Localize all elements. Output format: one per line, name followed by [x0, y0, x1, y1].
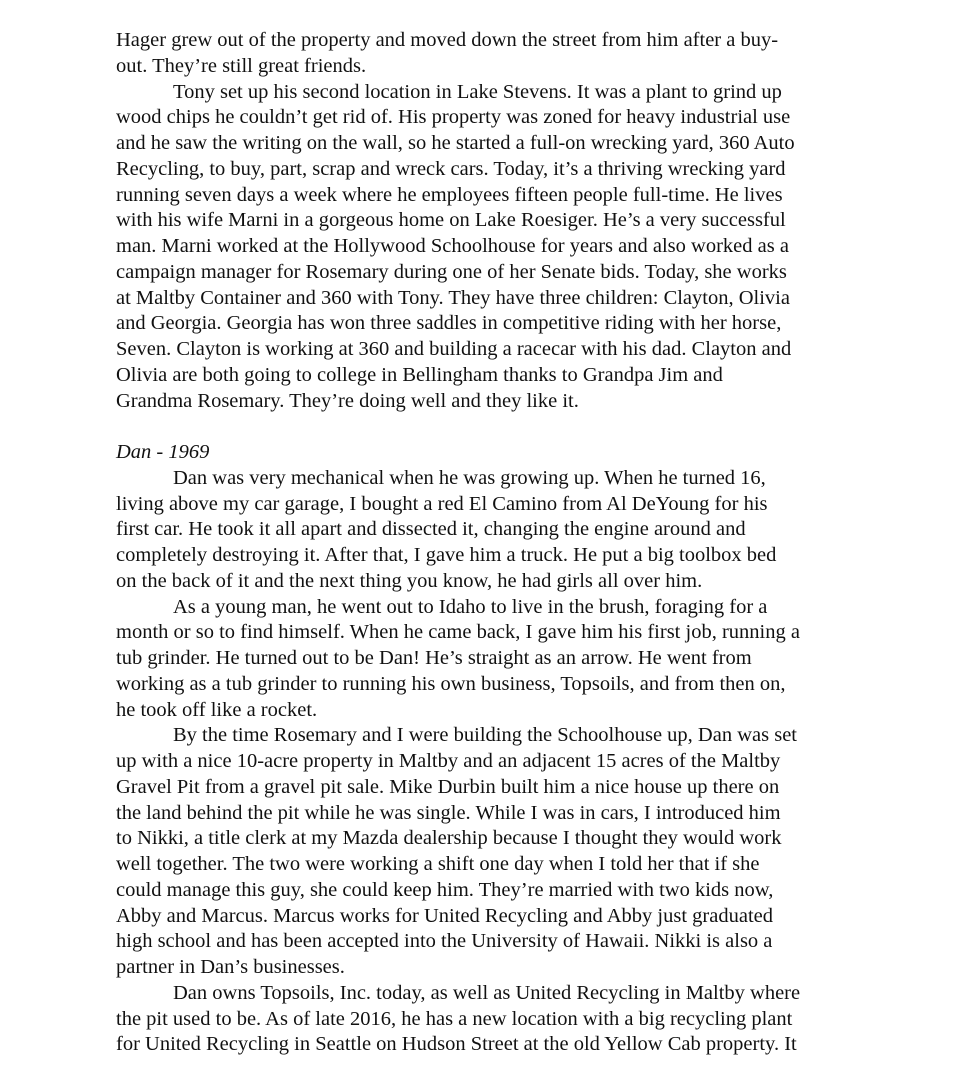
text-line: well together. The two were working a shift one day when I told her that if she — [116, 853, 760, 875]
section-heading: Dan - 1969 — [116, 441, 210, 463]
text-line: Recycling, to buy, part, scrap and wreck cars. Today, it’s a thriving wrecking yard — [116, 157, 786, 180]
text-line: the pit used to be. As of late 2016, he has a new location with a big recycling plant — [116, 1007, 793, 1030]
paragraph-first-line: Dan was very mechanical when he was growing up. When he turned 16, — [173, 466, 766, 489]
text-line: could manage this guy, she could keep him. They’re married with two kids now, — [116, 878, 774, 901]
paragraph-first-line: As a young man, he went out to Idaho to live in the brush, foraging for a — [173, 595, 768, 618]
text-line: with his wife Marni in a gorgeous home on Lake Roesiger. He’s a very successful — [116, 209, 786, 232]
paragraph-first-line: Dan owns Topsoils, Inc. today, as well as United Recycling in Maltby where — [173, 981, 801, 1004]
text-line: campaign manager for Rosemary during one of her Senate bids. Today, she works — [116, 260, 787, 283]
text-line: wood chips he couldn’t get rid of. His property was zoned for heavy industrial use — [116, 106, 791, 129]
text-line: living above my car garage, I bought a red El Camino from Al DeYoung for his — [116, 492, 768, 515]
text-line: up with a nice 10-acre property in Maltby and an adjacent 15 acres of the Maltby — [116, 750, 781, 772]
text-line: tub grinder. He turned out to be Dan! He’s straight as an arrow. He went from — [116, 647, 752, 669]
text-line: running seven days a week where he employees fifteen people full-time. He lives — [116, 183, 783, 206]
text-line: completely destroying it. After that, I gave him a truck. He put a big toolbox bed — [116, 544, 777, 566]
document-page — [116, 28, 896, 1058]
text-line: Seven. Clayton is working at 360 and building a racecar with his dad. Clayton and — [116, 338, 792, 360]
text-line: and he saw the writing on the wall, so he started a full-on wrecking yard, 360 Auto — [116, 132, 795, 154]
text-line: he took off like a rocket. — [116, 698, 318, 721]
text-line: on the back of it and the next thing you know, he had girls all over him. — [116, 569, 703, 592]
text-line: out. They’re still great friends. — [116, 54, 367, 77]
blank-line — [116, 414, 896, 440]
text-line: to Nikki, a title clerk at my Mazda dealership because I thought they would work — [116, 827, 782, 850]
text-line: Hager grew out of the property and moved down the street from him after a buy- — [116, 29, 779, 51]
text-line: first car. He took it all apart and dissected it, changing the engine around and — [116, 518, 746, 541]
text-line: and Georgia. Georgia has won three saddles in competitive riding with her horse, — [116, 312, 782, 335]
text-line: working as a tub grinder to running his own business, Topsoils, and from then on, — [116, 672, 786, 695]
text-line: the land behind the pit while he was single. While I was in cars, I introduced him — [116, 801, 781, 824]
paragraph-first-line: Tony set up his second location in Lake Stevens. It was a plant to grind up — [173, 80, 782, 103]
text-line: Grandma Rosemary. They’re doing well and they like it. — [116, 389, 579, 412]
text-line: Abby and Marcus. Marcus works for United Recycling and Abby just graduated — [116, 904, 773, 927]
text-line: Gravel Pit from a gravel pit sale. Mike Durbin built him a nice house up there on — [116, 775, 780, 798]
text-line: month or so to find himself. When he came back, I gave him his first job, running a — [116, 621, 800, 644]
text-line: high school and has been accepted into the University of Hawaii. Nikki is also a — [116, 930, 773, 953]
text-line: partner in Dan’s businesses. — [116, 956, 345, 978]
text-line: Olivia are both going to college in Bellingham thanks to Grandpa Jim and — [116, 363, 723, 386]
text-line: for United Recycling in Seattle on Hudson Street at the old Yellow Cab property. It — [116, 1033, 797, 1056]
paragraph-first-line: By the time Rosemary and I were building the Schoolhouse up, Dan was set — [173, 724, 797, 747]
text-line: man. Marni worked at the Hollywood Schoolhouse for years and also worked as a — [116, 235, 789, 257]
text-line: at Maltby Container and 360 with Tony. They have three children: Clayton, Olivia — [116, 286, 790, 309]
